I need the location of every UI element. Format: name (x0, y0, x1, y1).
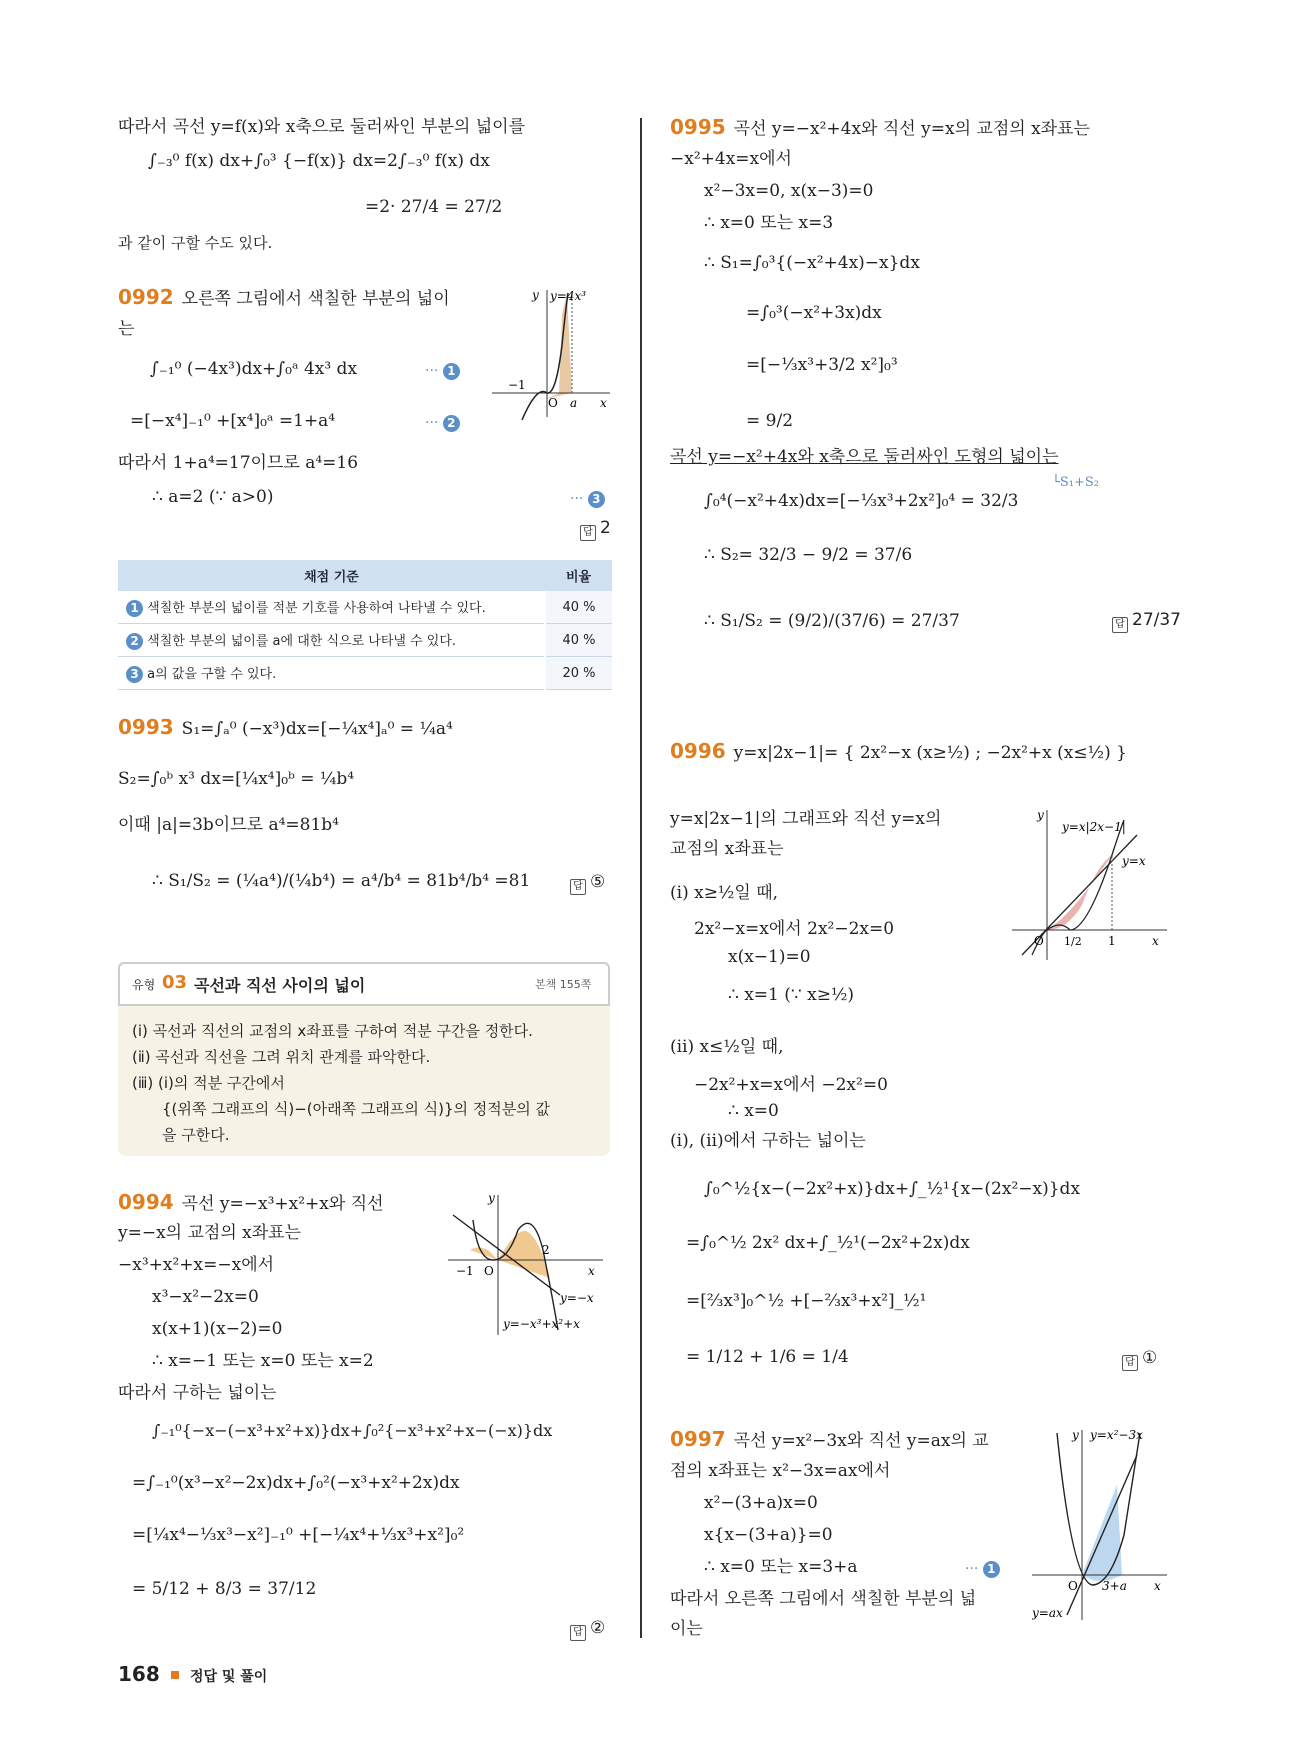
graph-0996 (1012, 805, 1172, 965)
equation-line: =∫₀³(−x²+3x)dx (746, 303, 882, 323)
equation-line: = 5/12 + 8/3 = 37/12 (132, 1579, 317, 1599)
intro-line-4: 과 같이 구할 수도 있다. (118, 234, 273, 252)
svg-text:y: y (488, 1191, 495, 1205)
equation-line: =∫₋₁⁰(x³−x²−2x)dx+∫₀²(−x³+x²+2x)dx (132, 1473, 460, 1493)
intro-line-2: ∫₋₃⁰ f(x) dx+∫₀³ {−f(x)} dx=2∫₋₃⁰ f(x) dx (148, 151, 490, 171)
svg-text:O: O (1068, 1579, 1078, 1593)
svg-text:y: y (1072, 1428, 1079, 1442)
intro-line-1: 따라서 곡선 y=f(x)와 x축으로 둘러싸인 부분의 넓이를 (118, 117, 526, 137)
equation-line: ∴ S₁/S₂ = (¼a⁴)/(¼b⁴) = a⁴/b⁴ = 81b⁴/b⁴ =81 (152, 871, 531, 891)
equation-line: −x²+4x=x에서 (670, 149, 792, 169)
problem-number: 0997 (670, 1427, 726, 1451)
svg-text:1: 1 (1108, 934, 1116, 948)
equation-line: ∫₀^½{x−(−2x²+x)}dx+∫_½¹{x−(2x²−x)}dx (704, 1179, 1081, 1199)
curve-label: y=4x³ (550, 289, 587, 303)
problem-text: 오른쪽 그림에서 색칠한 부분의 넓이 (181, 289, 450, 309)
equation-line: ∴ S₁/S₂ = (9/2)/(37/6) = 27/37 (704, 611, 960, 631)
svg-text:a: a (570, 396, 578, 410)
problem-number: 0995 (670, 115, 726, 139)
intro-line-3: =2· 27/4 = 27/2 (365, 197, 503, 217)
equation-line: 곡선 y=−x²+4x와 x축으로 둘러싸인 도형의 넓이는 (670, 447, 1059, 467)
problem-number: 0996 (670, 739, 726, 763)
equation-line: 이는 (670, 1619, 703, 1639)
svg-text:−1: −1 (508, 378, 526, 392)
equation-line: (ⅰ) x≥½일 때, (670, 883, 779, 903)
equation-line: y=−x의 교점의 x좌표는 (118, 1223, 302, 1243)
equation-line: 따라서 1+a⁴=17이므로 a⁴=16 (118, 453, 359, 473)
equation-line: −2x²+x=x에서 −2x²=0 (694, 1075, 888, 1095)
table-row: 1 색칠한 부분의 넓이를 적분 기호를 사용하여 나타낼 수 있다. 40 % (118, 591, 612, 624)
svg-text:y=x²−3x: y=x²−3x (1090, 1428, 1143, 1442)
problem-text-cont: 는 (118, 319, 135, 339)
equation-line: x²−3x=0, x(x−3)=0 (704, 181, 874, 201)
curve (522, 293, 568, 420)
svg-text:y: y (532, 288, 539, 302)
table-row: 3 a의 값을 구할 수 있다. 20 % (118, 657, 612, 690)
footer-label: 정답 및 풀이 (189, 1669, 268, 1685)
equation-line: x²−(3+a)x=0 (704, 1493, 818, 1513)
svg-text:y=−x: y=−x (560, 1291, 594, 1305)
answer-icon: 답 (580, 525, 596, 541)
equation-line: x³−x²−2x=0 (152, 1287, 259, 1307)
svg-text:3+a: 3+a (1102, 1579, 1127, 1593)
svg-text:y=ax: y=ax (1032, 1606, 1063, 1620)
column-divider (640, 118, 642, 1638)
equation-line: 2x²−x=x에서 2x²−2x=0 (694, 919, 895, 939)
answer-0996: 답 ① (1122, 1348, 1157, 1371)
answer-0995: 답 27/37 (1112, 610, 1181, 633)
svg-text:y: y (1037, 808, 1044, 822)
equation-line: =[¼x⁴−⅓x³−x²]₋₁⁰ +[−¼x⁴+⅓x³+x²]₀² (132, 1525, 465, 1545)
svg-text:x: x (1152, 934, 1159, 948)
graph-0997 (1032, 1425, 1172, 1625)
equation-line: 따라서 구하는 넓이는 (118, 1383, 277, 1403)
shaded-region-1 (470, 1248, 498, 1261)
svg-text:y=−x³+x²+x: y=−x³+x²+x (503, 1317, 580, 1331)
grading-header: 채점 기준 (118, 560, 545, 591)
answer-0992: 답 2 (580, 518, 611, 541)
equation-line: =∫₀^½ 2x² dx+∫_½¹(−2x²+2x)dx (686, 1233, 970, 1253)
equation-line: ∴ x=0 또는 x=3 (704, 213, 834, 233)
svg-text:x: x (600, 396, 607, 410)
equation-line: =[⅔x³]₀^½ +[−⅔x³+x²]_½¹ (686, 1291, 927, 1311)
equation-line: −x³+x²+x=−x에서 (118, 1255, 275, 1275)
svg-text:y=x|2x−1|: y=x|2x−1| (1062, 820, 1126, 834)
table-row: 2 색칠한 부분의 넓이를 a에 대한 식으로 나타낼 수 있다. 40 % (118, 624, 612, 657)
equation-line: (ⅱ) x≤½일 때, (670, 1037, 784, 1057)
annotation: └S₁+S₂ (1052, 475, 1099, 490)
equation-line: =[−⅓x³+3/2 x²]₀³ (746, 355, 898, 375)
equation-line: ∴ x=1 (∵ x≥½) (728, 985, 855, 1005)
equation-line: ∴ x=0 (728, 1101, 779, 1121)
equation-line: ∴ a=2 (∵ a>0) (152, 487, 274, 507)
svg-text:−1: −1 (456, 1264, 474, 1278)
equation-line: ∫₋₁⁰{−x−(−x³+x²+x)}dx+∫₀²{−x³+x²+x−(−x)}dx (152, 1421, 553, 1440)
equation-line: x(x−1)=0 (728, 947, 811, 967)
equation-line: x(x+1)(x−2)=0 (152, 1319, 283, 1339)
equation-line: ∴ x=0 또는 x=3+a (704, 1557, 858, 1577)
graph-0992 (492, 285, 612, 420)
equation-line: 점의 x좌표는 x²−3x=ax에서 (670, 1461, 891, 1481)
problem-number: 0994 (118, 1190, 174, 1214)
type-title: 곡선과 직선 사이의 넓이 (194, 976, 366, 995)
equation-line: (ⅰ), (ⅱ)에서 구하는 넓이는 (670, 1131, 866, 1151)
svg-text:O: O (484, 1264, 494, 1278)
answer-0993: 답 ⑤ (570, 872, 605, 895)
problem-number: 0992 (118, 285, 174, 309)
equation-line: ∴ S₂= 32/3 − 9/2 = 37/6 (704, 545, 913, 565)
page-footer (118, 1662, 267, 1686)
svg-text:x: x (1154, 1579, 1161, 1593)
equation-line: = 1/12 + 1/6 = 1/4 (686, 1347, 849, 1367)
equation-line: S₁=∫ₐ⁰ (−x³)dx=[−¼x⁴]ₐ⁰ = ¼a⁴ (181, 719, 453, 739)
shaded-region (540, 293, 572, 400)
page-number: 168 (118, 1662, 160, 1686)
equation-line: ∴ S₁=∫₀³{(−x²+4x)−x}dx (704, 253, 920, 273)
equation-line: ∫₀⁴(−x²+4x)dx=[−⅓x³+2x²]₀⁴ = 32/3 (704, 491, 1019, 511)
svg-text:O: O (548, 396, 558, 410)
equation-line: ∫₋₁⁰ (−4x³)dx+∫₀ᵃ 4x³ dx (150, 359, 358, 379)
step-marker-1: ··· 1 (425, 360, 460, 382)
svg-text:y=x: y=x (1122, 854, 1146, 868)
grading-table (118, 560, 612, 690)
graph-0994 (448, 1190, 613, 1340)
type-header: 유형 03 곡선과 직선 사이의 넓이 본책 155쪽 (118, 962, 610, 1006)
equation-line: = 9/2 (746, 411, 794, 431)
equation-line: 교점의 x좌표는 (670, 839, 784, 859)
equation-line: S₂=∫₀ᵇ x³ dx=[¼x⁴]₀ᵇ = ¼b⁴ (118, 769, 355, 789)
type-body: (ⅰ) 곡선과 직선의 교점의 x좌표를 구하여 적분 구간을 정한다. (ⅱ) 곡선과 직선을 그려 위치 관계를 파악한다. (ⅲ) (ⅰ)의 적분 구간에서 {(위쪽 그래프의 식)−(아래쪽 그래프의 식)}의 정적분의 값 을 구한다. (118, 1006, 610, 1156)
answer-0994: 답 ② (570, 1618, 605, 1641)
equation-line: ∴ x=−1 또는 x=0 또는 x=2 (152, 1351, 374, 1371)
problem-number: 0993 (118, 715, 174, 739)
equation-line: 따라서 오른쪽 그림에서 색칠한 부분의 넓 (670, 1589, 977, 1609)
type-03-box (118, 962, 610, 1162)
equation-line: y=x|2x−1|의 그래프와 직선 y=x의 (670, 809, 942, 829)
svg-text:2: 2 (542, 1243, 550, 1257)
step-marker-2: ··· 2 (425, 412, 460, 434)
equation-line: =[−x⁴]₋₁⁰ +[x⁴]₀ᵃ =1+a⁴ (130, 411, 336, 431)
step-marker-3: ··· 3 (570, 488, 605, 510)
equation-line: x{x−(3+a)}=0 (704, 1525, 833, 1545)
svg-text:x: x (588, 1264, 595, 1278)
grading-header-pct: 비율 (545, 560, 612, 591)
equation-line: 이때 |a|=3b이므로 a⁴=81b⁴ (118, 815, 339, 835)
svg-text:1/2: 1/2 (1064, 935, 1082, 948)
svg-text:O: O (1034, 934, 1044, 948)
step-marker-1: ··· 1 (965, 1558, 1000, 1580)
